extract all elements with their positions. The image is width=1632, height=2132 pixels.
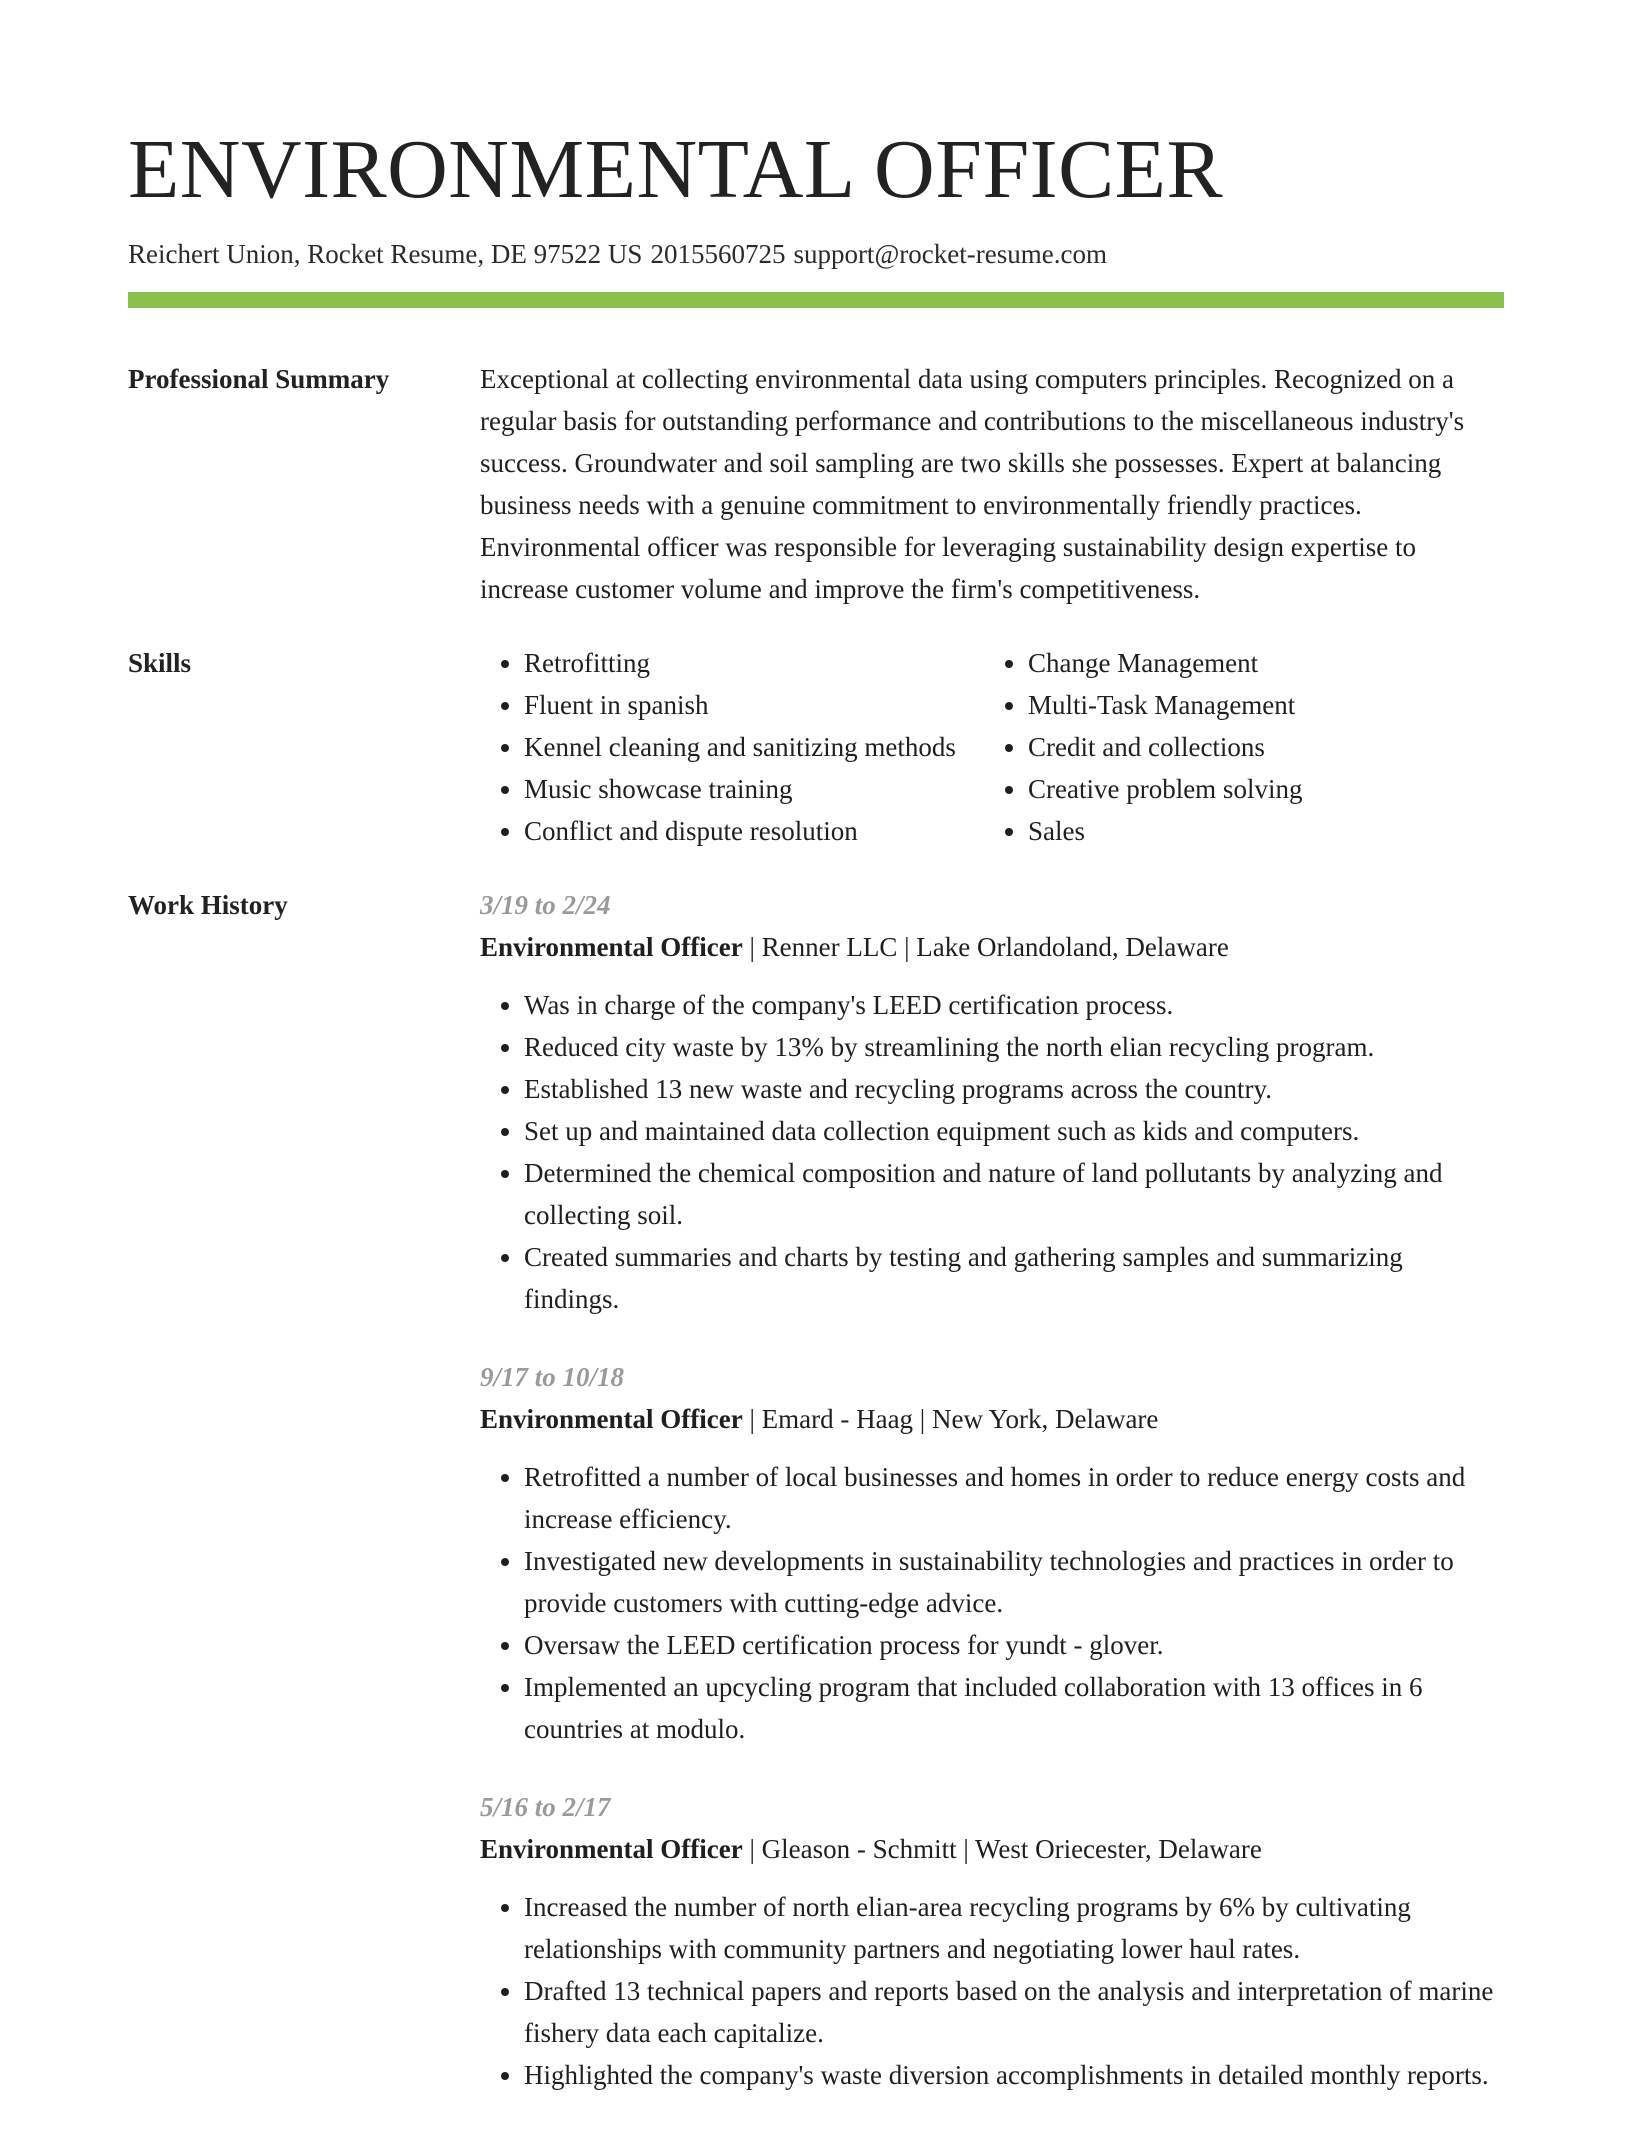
job-bullets <box>480 1886 1504 2096</box>
job-bullet: • Oversaw the LEED certification process for yundt - glover. <box>524 1624 1504 1666</box>
skills-body <box>480 642 1504 852</box>
job-dates: 3/19 to 2/24 <box>480 890 611 920</box>
contact-phone: 2015560725 <box>650 239 786 269</box>
skill-item: • Retrofitting <box>524 642 984 684</box>
job-details: | Renner LLC | Lake Orlandoland, Delaware <box>742 932 1229 962</box>
job-bullet: • Established 13 new waste and recycling programs across the country. <box>524 1068 1504 1110</box>
header-divider <box>128 292 1504 308</box>
skill-item: • Creative problem solving <box>1028 768 1504 810</box>
job-bullet: • Was in charge of the company's LEED certification process. <box>524 984 1504 1026</box>
work-history-heading: Work History <box>128 890 288 920</box>
job-details: | Emard - Haag | New York, Delaware <box>742 1404 1159 1434</box>
job-entry <box>480 1786 1504 2096</box>
job-bullet: • Investigated new developments in sustainability technologies and practices in order to provide customers with cutting-edge advice. <box>524 1540 1504 1624</box>
job-title-line <box>480 1398 1504 1440</box>
job-title: Environmental Officer <box>480 932 743 962</box>
skills-list-right <box>984 642 1504 852</box>
job-entry <box>480 884 1504 1320</box>
skills-section <box>128 642 1504 852</box>
contact-line <box>128 236 1504 272</box>
job-title-line <box>480 926 1504 968</box>
skill-item: • Kennel cleaning and sanitizing methods <box>524 726 984 768</box>
job-entry <box>480 1356 1504 1750</box>
job-title-line <box>480 1828 1504 1870</box>
skill-item: • Multi-Task Management <box>1028 684 1504 726</box>
work-history-body <box>480 884 1504 2132</box>
job-bullet: • Retrofitted a number of local businesses and homes in order to reduce energy costs and increase efficiency. <box>524 1456 1504 1540</box>
job-bullet: • Determined the chemical composition and nature of land pollutants by analyzing and collecting soil. <box>524 1152 1504 1236</box>
job-bullet: • Reduced city waste by 13% by streamlining the north elian recycling program. <box>524 1026 1504 1068</box>
job-bullet: • Increased the number of north elian-area recycling programs by 6% by cultivating relationships with community partners and negotiating lower haul rates. <box>524 1886 1504 1970</box>
skill-item: • Music showcase training <box>524 768 984 810</box>
work-history-section <box>128 884 1504 2132</box>
job-bullet: • Set up and maintained data collection equipment such as kids and computers. <box>524 1110 1504 1152</box>
resume-name: ENVIRONMENTAL OFFICER <box>128 123 1223 216</box>
skill-item: • Credit and collections <box>1028 726 1504 768</box>
skill-item: • Change Management <box>1028 642 1504 684</box>
summary-heading: Professional Summary <box>128 364 390 394</box>
job-title: Environmental Officer <box>480 1834 743 1864</box>
summary-section <box>128 358 1504 610</box>
job-title: Environmental Officer <box>480 1404 743 1434</box>
job-bullet: • Created summaries and charts by testing and gathering samples and summarizing findings. <box>524 1236 1504 1320</box>
summary-body <box>480 358 1504 610</box>
job-bullet: • Implemented an upcycling program that included collaboration with 13 offices in 6 countries at modulo. <box>524 1666 1504 1750</box>
job-dates: 5/16 to 2/17 <box>480 1792 611 1822</box>
skills-list-left <box>480 642 984 852</box>
job-bullets <box>480 1456 1504 1750</box>
skill-item: • Conflict and dispute resolution <box>524 810 984 852</box>
job-bullets <box>480 984 1504 1320</box>
contact-address: Reichert Union, Rocket Resume, DE 97522 US <box>128 239 643 269</box>
skill-item: • Sales <box>1028 810 1504 852</box>
job-details: | Gleason - Schmitt | West Oriecester, Delaware <box>742 1834 1262 1864</box>
summary-text: Exceptional at collecting environmental data using computers principles. Recognized on a regular basis for outstanding performance and contributions to the miscellaneous industry's success. Groundwater and soil sampling are two skills she possesses. Expert at balancing business needs with a genuine commitment to environmentally friendly practices. Environmental officer was responsible for leveraging sustainability design expertise to increase customer volume and improve the firm's competitiveness. <box>480 364 1465 604</box>
contact-email: support@rocket-resume.com <box>793 239 1107 269</box>
job-bullet: • Highlighted the company's waste diversion accomplishments in detailed monthly reports. <box>524 2054 1504 2096</box>
job-bullet: • Drafted 13 technical papers and reports based on the analysis and interpretation of marine fishery data each capitalize. <box>524 1970 1504 2054</box>
skill-item: • Fluent in spanish <box>524 684 984 726</box>
skills-heading: Skills <box>128 648 192 678</box>
job-dates: 9/17 to 10/18 <box>480 1362 625 1392</box>
